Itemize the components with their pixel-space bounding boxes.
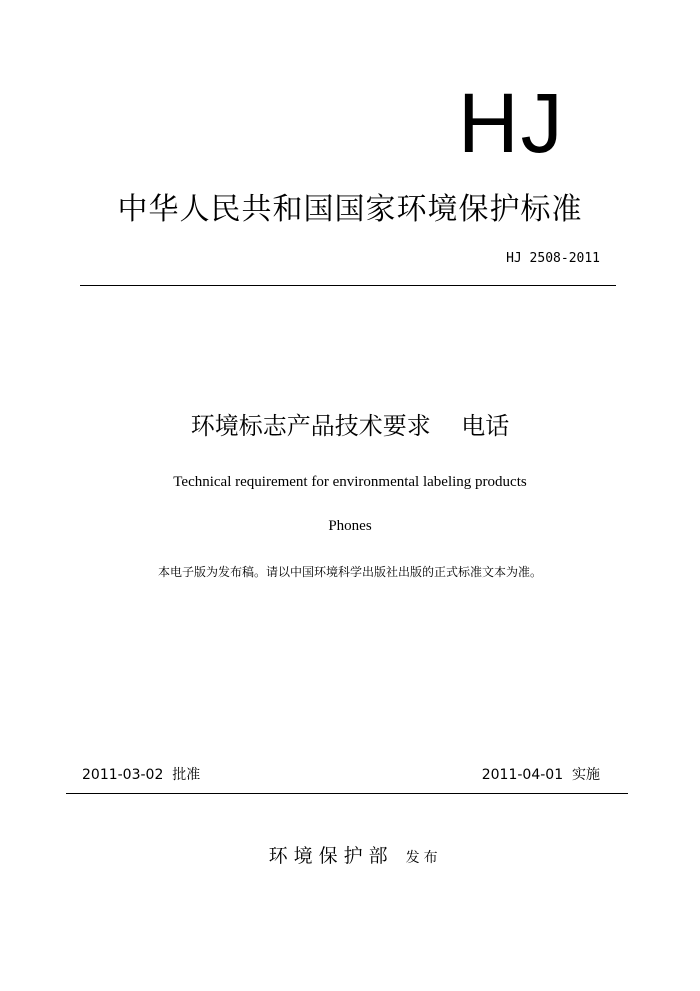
document-title-cn: 环境标志产品技术要求 电话 <box>190 412 510 440</box>
publisher-action: 发布 <box>405 850 442 866</box>
effective-date: 2011-04-01 实施 <box>481 767 600 783</box>
document-subtitle-en: Phones <box>328 518 372 534</box>
bottom-divider <box>66 793 628 794</box>
standard-title: 中华人民共和国国家环境保护标准 <box>117 192 583 227</box>
hj-logo: HJ <box>458 76 565 170</box>
publisher-name: 环境保护部 <box>268 845 394 867</box>
top-divider <box>80 285 616 286</box>
publisher-line <box>0 824 700 871</box>
edition-notice: 本电子版为发布稿。请以中国环境科学出版社出版的正式标准文本为准。 <box>157 565 542 579</box>
standard-code: HJ 2508-2011 <box>506 251 600 266</box>
document-title-en: Technical requirement for environmental labeling products <box>173 474 527 490</box>
approval-date: 2011-03-02 批准 <box>82 767 201 783</box>
